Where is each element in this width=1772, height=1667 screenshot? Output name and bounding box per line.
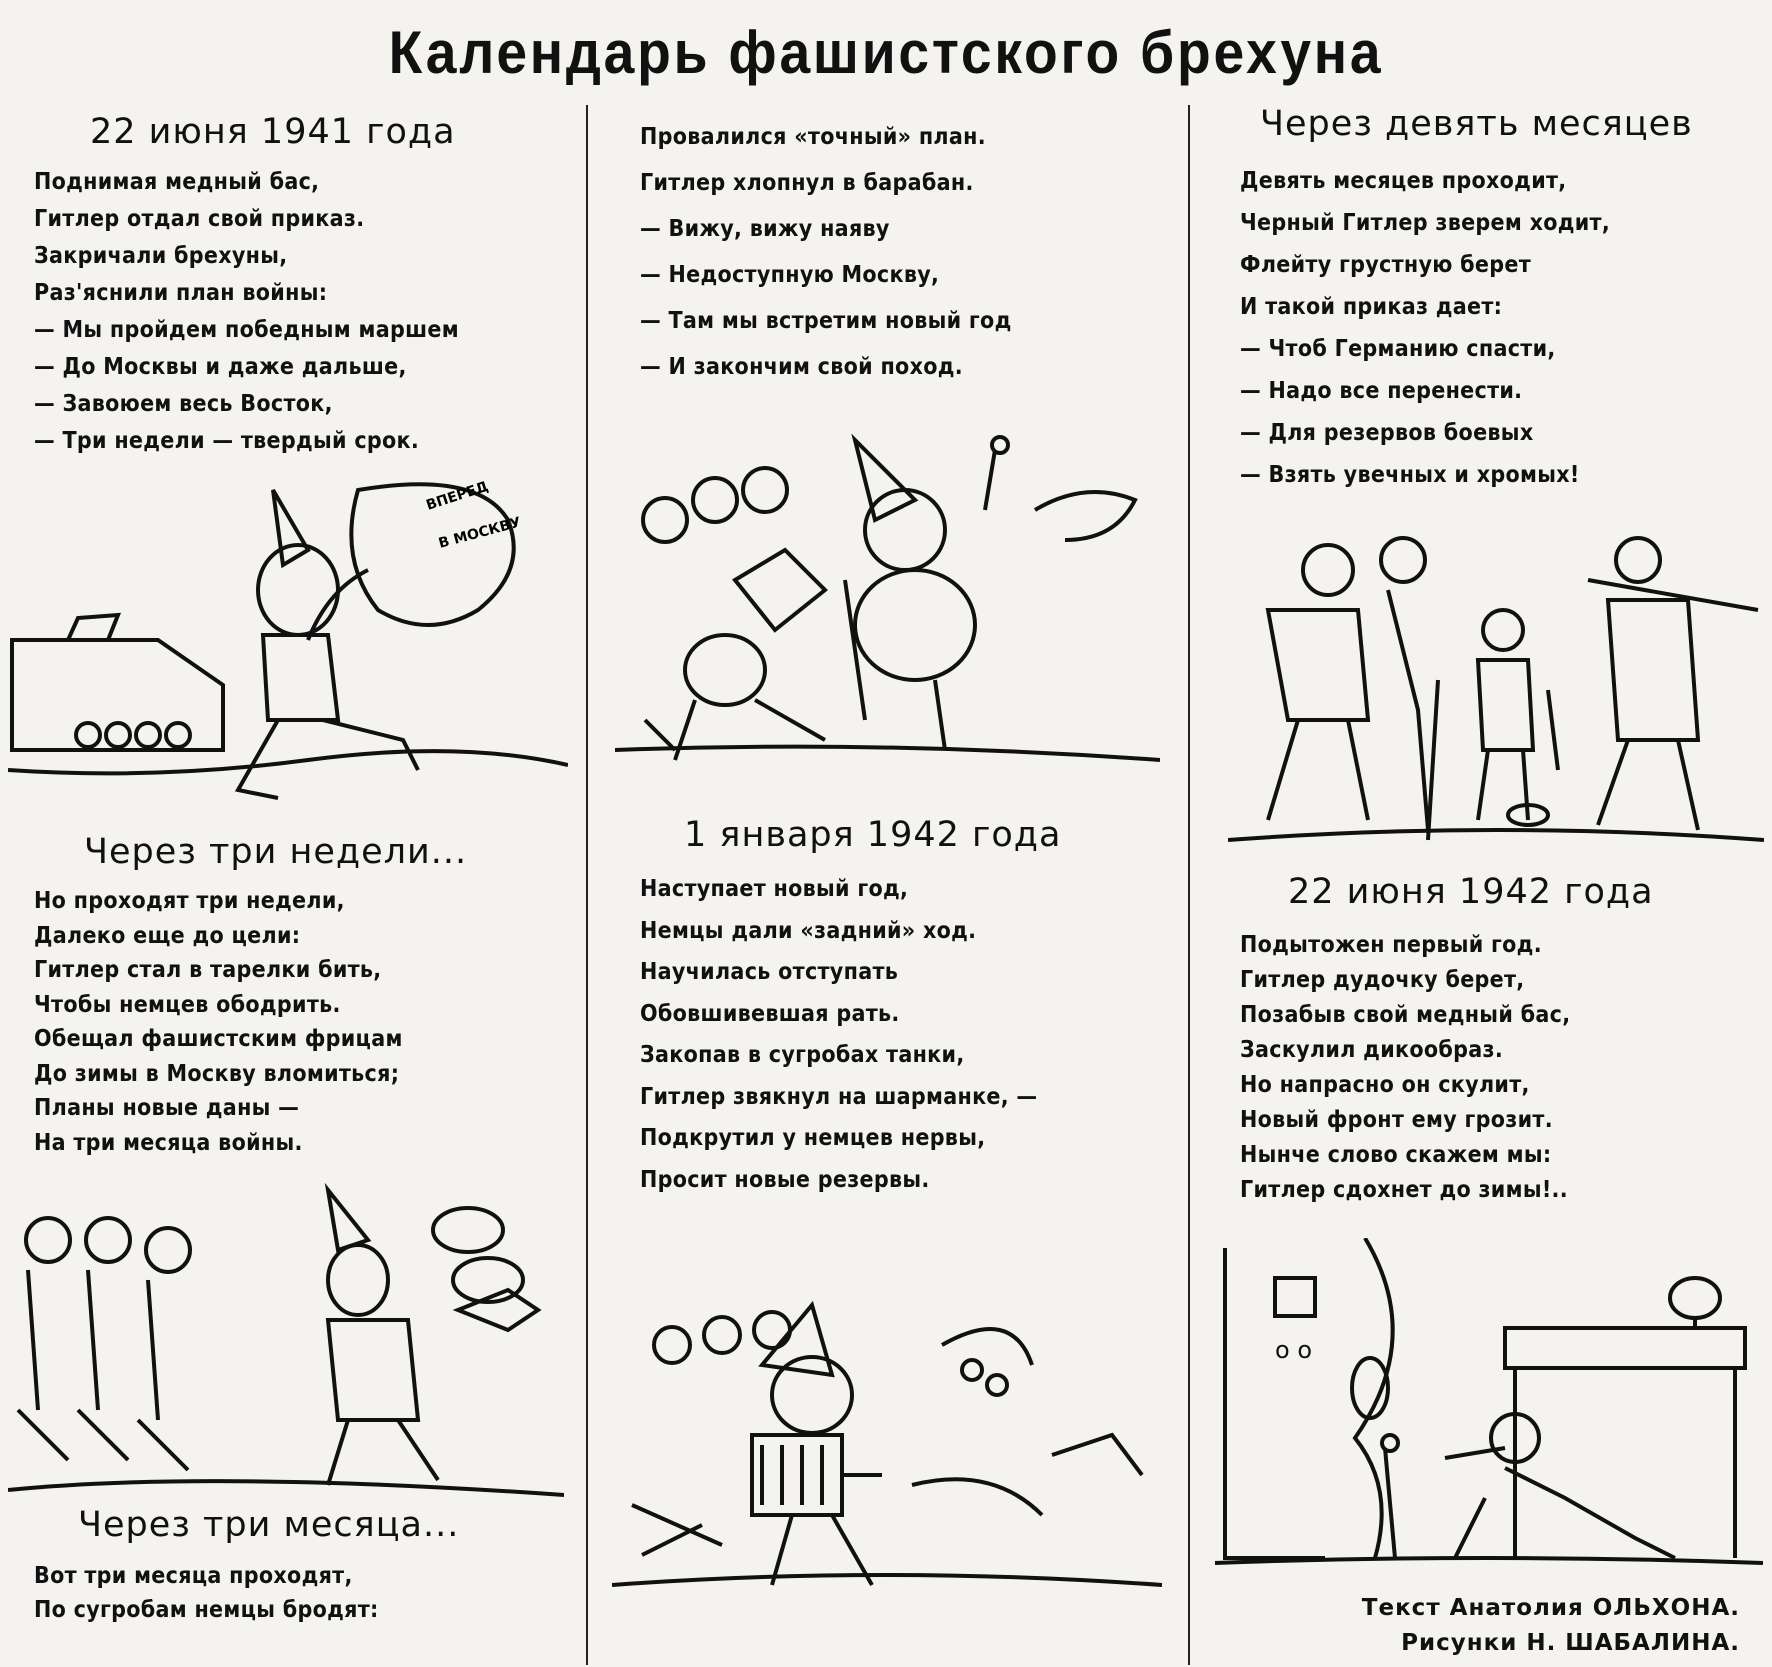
verse-line: Черный Гитлер зверем ходит, (1240, 210, 1611, 236)
verse-line: — Вижу, вижу наяву (640, 216, 890, 242)
verse-line: На три месяца войны. (34, 1129, 303, 1156)
verse-line: Гитлер стал в тарелки бить, (34, 957, 382, 983)
verse-line: Немцы дали «задний» ход. (640, 917, 977, 944)
column-1-part-2 (34, 832, 574, 1160)
verse-line: И такой приказ дает: (1240, 294, 1503, 320)
heading-nine-months: Через девять месяцев (1260, 104, 1693, 144)
verse-line: Новый фронт ему грозит. (1240, 1107, 1553, 1133)
verse-line: Гитлер сдохнет до зимы!.. (1240, 1177, 1568, 1203)
tuba-drawing (8, 450, 568, 822)
drum-drawing (615, 420, 1160, 782)
illustration-howling (1215, 1238, 1763, 1568)
verse-line: — До Москвы и даже дальше, (34, 354, 407, 380)
heading-jan-1942: 1 января 1942 года (684, 815, 1062, 855)
verse-failed-plan (640, 114, 1170, 390)
verse-line: Заскулил дикообраз. (1240, 1037, 1503, 1063)
verse-line: — Чтоб Германию спасти, (1240, 336, 1556, 362)
verse-line: — Мы пройдем победным маршем (34, 317, 459, 343)
verse-line: Обещал фашистским фрицам (34, 1026, 403, 1052)
verse-line: Позабыв свой медный бас, (1240, 1002, 1571, 1028)
credit-text-author: Текст Анатолия ОЛЬХОНА. (1361, 1595, 1740, 1621)
verse-line: Наступает новый год, (640, 876, 909, 902)
column-divider-right (1188, 105, 1190, 1665)
illustration-drum (615, 420, 1160, 782)
verse-june-1942 (1240, 928, 1760, 1208)
tuba-slogan-2: В МОСКВУ (436, 514, 523, 552)
verse-line: Вот три месяца проходят, (34, 1563, 353, 1589)
verse-line: Просит новые резервы. (640, 1166, 930, 1193)
heading-june-1942: 22 июня 1942 года (1288, 872, 1654, 912)
verse-line: Закричали брехуны, (34, 243, 288, 269)
verse-line: — Надо все перенести. (1240, 378, 1523, 404)
column-2 (640, 114, 1170, 390)
verse-line: — Взять увечных и хромых! (1240, 462, 1580, 488)
credit-drawings-author: Рисунки Н. ШАБАЛИНА. (1401, 1630, 1740, 1656)
verse-line: Поднимая медный бас, (34, 169, 320, 195)
verse-line: — Три недели — твердый срок. (34, 428, 420, 454)
illustration-cymbals (8, 1170, 564, 1505)
verse-line: — Завоюем весь Восток, (34, 391, 333, 417)
heading-june-1941: 22 июня 1941 года (90, 112, 456, 152)
verse-line: — Недоступную Москву, (640, 262, 940, 288)
verse-line: — Там мы встретим новый год (640, 308, 1012, 334)
verse-line: Планы новые даны — (34, 1095, 300, 1121)
verse-three-weeks (34, 884, 574, 1160)
verse-three-months (34, 1559, 574, 1627)
heading-three-weeks: Через три недели... (84, 832, 468, 872)
verse-line: Нынче слово скажем мы: (1240, 1142, 1552, 1168)
verse-line: Но напрасно он скулит, (1240, 1072, 1530, 1098)
verse-line: Подкрутил у немцев нервы, (640, 1125, 986, 1151)
verse-line: Далеко еще до цели: (34, 922, 301, 949)
column-2-part-2 (640, 815, 1170, 1201)
verse-june-1941 (34, 164, 574, 460)
verse-line: До зимы в Москву вломиться; (34, 1060, 400, 1087)
verse-nine-months (1240, 160, 1760, 496)
verse-line: Гитлер дудочку берет, (1240, 967, 1525, 993)
illustration-tuba (8, 450, 568, 822)
illustration-barrel-organ (612, 1285, 1162, 1595)
column-1-part-3 (34, 1505, 574, 1627)
verse-line: Обовшивевшая рать. (640, 1000, 900, 1027)
verse-line: Подытожен первый год. (1240, 932, 1542, 958)
cymbals-drawing (8, 1170, 564, 1505)
flute-drawing (1228, 520, 1764, 845)
page-title: Календарь фашистского брехуна (388, 19, 1384, 86)
column-3 (1240, 104, 1760, 496)
verse-line: Гитлер отдал свой приказ. (34, 206, 365, 232)
verse-line: Но проходят три недели, (34, 888, 345, 914)
column-1 (34, 112, 574, 460)
verse-line: Гитлер звякнул на шарманке, — (640, 1083, 1038, 1110)
verse-line: — И закончим свой поход. (640, 354, 963, 380)
verse-line: Научилась отступать (640, 959, 899, 985)
verse-line: Флейту грустную берет (1240, 252, 1532, 278)
verse-line: Гитлер хлопнул в барабан. (640, 170, 974, 196)
verse-line: Провалился «точный» план. (640, 124, 986, 150)
howling-drawing (1215, 1238, 1763, 1568)
verse-line: Девять месяцев проходит, (1240, 168, 1567, 194)
illustration-flute (1228, 520, 1764, 845)
verse-jan-1942 (640, 869, 1170, 1201)
barrel-organ-drawing (612, 1285, 1162, 1595)
verse-line: Раз'яснили план войны: (34, 280, 328, 306)
heading-three-months: Через три месяца... (78, 1505, 460, 1545)
verse-line: По сугробам немцы бродят: (34, 1597, 379, 1623)
verse-line: — Для резервов боевых (1240, 420, 1534, 446)
column-divider-left (586, 105, 588, 1665)
svg-text:о о: о о (1275, 1336, 1312, 1364)
verse-line: Закопав в сугробах танки, (640, 1042, 965, 1068)
tuba-slogan-1: ВПЕРЕД (424, 478, 491, 514)
column-3-part-2 (1240, 872, 1760, 1208)
verse-line: Чтобы немцев ободрить. (34, 991, 341, 1018)
